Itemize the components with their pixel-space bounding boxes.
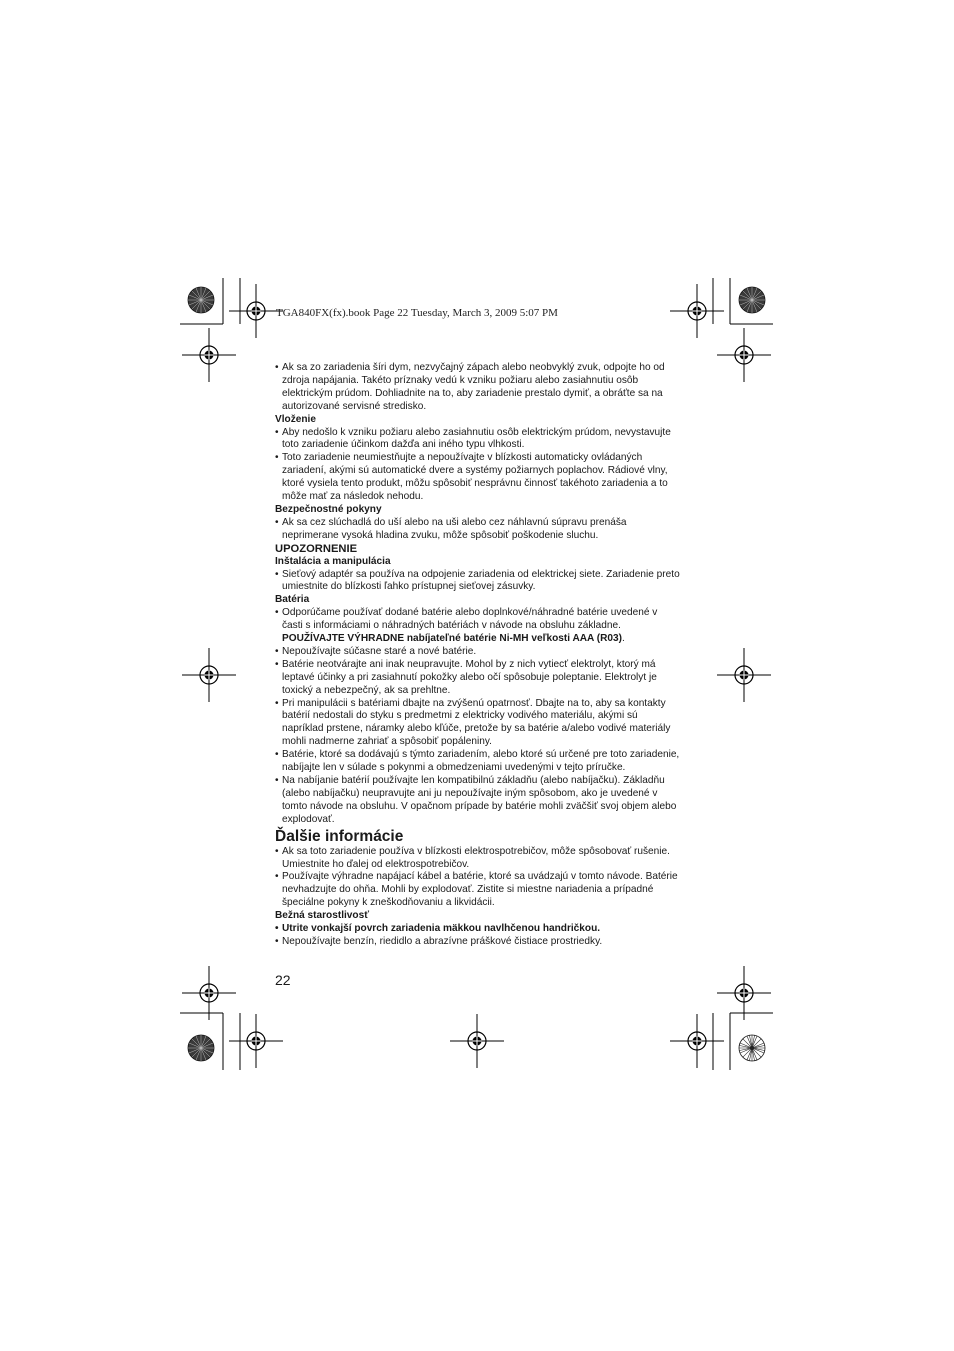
color-target-bottom-left: [188, 1035, 214, 1061]
registration-mark: [670, 1014, 724, 1068]
registration-mark: [670, 284, 724, 338]
list-item-emphasis: POUŽÍVAJTE VÝHRADNE nabíjateľné batérie Ni-MH veľkosti AAA (R03): [282, 633, 622, 645]
registration-mark: [182, 648, 236, 702]
list-item: • Ak sa zo zariadenia šíri dym, nezvyčajný zápach alebo neobvyklý zvuk, odpojte ho od zdroja napájania. Takéto príznaky vedú k vzniku požiaru alebo zasiahnutiu osôb elektrickým prúdom. Dohliadnite na to, aby zariadenie prestalo dymiť, a obráťte sa na autorizované servisné stredisko.: [275, 362, 680, 414]
list-item: • Nepoužívajte benzín, riedidlo a abrazívne práškové čistiace prostriedky.: [275, 936, 680, 949]
registration-mark: [229, 1014, 283, 1068]
list-item: • Pri manipulácii s batériami dbajte na zvýšenú opatrnosť. Dbajte na to, aby sa kontakty batérií nedostali do styku s predmetmi z elektricky vodivého materiálu, akými sú napríklad prstene, náramky alebo kľúče, pretože by sa batérie a/alebo vodivé materiály mohli nadmerne zahriať a spôsobiť popáleniny.: [275, 698, 680, 750]
registration-mark: [229, 284, 283, 338]
list-item-text: .: [622, 633, 625, 645]
registration-mark: [717, 648, 771, 702]
list-item-text: Odporúčame používať dodané batérie alebo doplnkové/náhradné batérie uvedené v časti s informáciami o náhradných batériách v návode na obsluhu základne.: [282, 607, 658, 632]
list-item: • Utrite vonkajší povrch zariadenia mäkkou navlhčenou handričkou.: [275, 923, 680, 936]
page-content: [275, 362, 680, 949]
section-heading: Bezpečnostné pokyny: [275, 503, 382, 515]
list-item: • Batérie, ktoré sa dodávajú s týmto zariadením, alebo ktoré sú určené pre toto zariadenie, nabíjajte len v súlade s pokynmi a obmedzeniami uvedenými v tejto príručke.: [275, 749, 680, 775]
list-item: • Aby nedošlo k vzniku požiaru alebo zasiahnutiu osôb elektrickým prúdom, nevystavujte toto zariadenie účinkom dažďa ani iného typu vlhkosti.: [275, 427, 680, 453]
book-header: TGA840FX(fx).book Page 22 Tuesday, March 3, 2009 5:07 PM: [276, 307, 558, 319]
section-heading: Batéria: [275, 594, 310, 606]
page-number: 22: [275, 972, 291, 988]
list-item: • Toto zariadenie neumiestňujte a nepoužívajte v blízkosti automaticky ovládaných zariadení, akými sú automatické dvere a systémy požiarnych poplachov. Rádiové vlny, ktoré vysiela tento produkt, môžu spôsobiť nesprávnu činnosť takéhoto zariadenia a to môže mať za následok nehodu.: [275, 452, 680, 504]
list-item: • Na nabíjanie batérií používajte len kompatibilnú základňu (alebo nabíjačku). Základňu (alebo nabíjačku) neupravujte ani ju nepoužívajte iným spôsobom, ako je uvedené v tomto návode na obsluhu. V opačnom prípade by batérie mohli zväčšiť svoj objem alebo explodovať.: [275, 775, 680, 827]
list-item: • Používajte výhradne napájací kábel a batérie, ktoré sa uvádzajú v tomto návode. Batérie nevhadzujte do ohňa. Mohli by explodovať. Zistite si miestne nariadenia a prípadné špeciálne pokyny k zneškodňovaniu a likvidácii.: [275, 871, 680, 910]
registration-mark: [182, 966, 236, 1020]
color-target-top-right: [739, 287, 765, 313]
registration-mark: [182, 328, 236, 382]
warning-heading: UPOZORNENIE: [275, 542, 358, 555]
section-heading: Vloženie: [275, 413, 316, 425]
color-target-bottom-right: [739, 1035, 765, 1061]
list-item: • Ak sa cez slúchadlá do uší alebo na uši alebo cez náhlavnú súpravu prenáša neprimerane vysoká hladina zvuku, môže spôsobiť poškodenie sluchu.: [275, 517, 680, 543]
list-item: • Nepoužívajte súčasne staré a nové batérie.: [275, 646, 680, 659]
list-item: • Sieťový adaptér sa používa na odpojenie zariadenia od elektrickej siete. Zariadenie preto umiestnite do blízkosti ľahko prístupnej sieťovej zásuvky.: [275, 569, 680, 595]
section-heading: Bežná starostlivosť: [275, 910, 370, 922]
list-item: • Batérie neotvárajte ani inak neupravujte. Mohol by z nich vytiecť elektrolyt, ktorý má leptavé účinky a pri zasiahnutí pokožky alebo očí spôsobuje poleptanie. Elektrolyt je toxický a nebezpečný, ak sa prehltne.: [275, 659, 680, 698]
section-heading: Inštalácia a manipulácia: [275, 555, 391, 567]
list-item: [275, 607, 680, 646]
section-title: Ďalšie informácie: [275, 827, 404, 845]
list-item: • Ak sa toto zariadenie používa v blízkosti elektrospotrebičov, môže spôsobovať rušenie. Umiestnite ho ďalej od elektrospotrebičov.: [275, 846, 680, 872]
color-target-top-left: [188, 287, 214, 313]
registration-mark: [717, 328, 771, 382]
registration-mark: [717, 966, 771, 1020]
registration-mark: [450, 1014, 504, 1068]
